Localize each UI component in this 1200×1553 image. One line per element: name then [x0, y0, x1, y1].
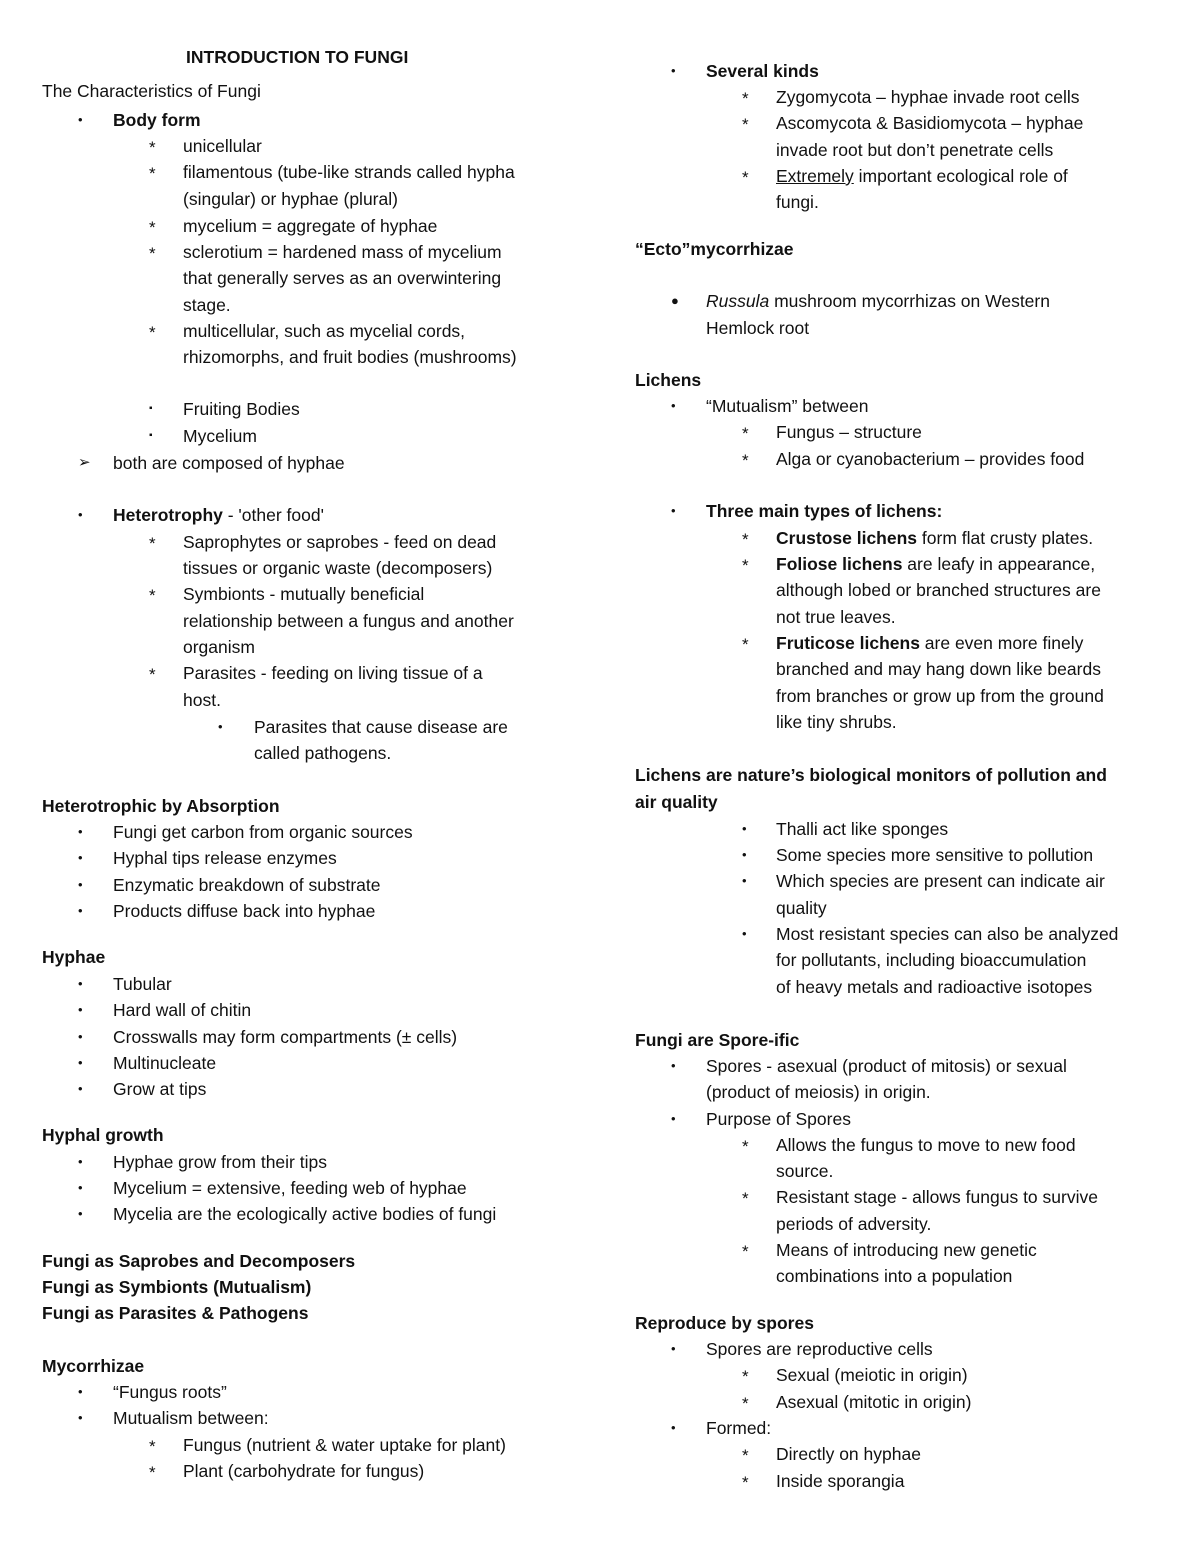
asterisk-icon: * [742, 168, 749, 187]
bullet-icon: • [671, 503, 676, 518]
text-span: Heterotrophy [113, 505, 223, 525]
list-item-text: host. [183, 690, 221, 710]
bullet-icon: • [78, 877, 83, 892]
text-span: Fruticose lichens [776, 633, 920, 653]
asterisk-icon: * [149, 138, 156, 157]
list-item-text: Multinucleate [113, 1053, 217, 1073]
text-span: important ecological role of [853, 166, 1068, 186]
asterisk-icon: * [149, 164, 156, 183]
bullet-icon: • [78, 976, 83, 991]
list-item-text: mycelium = aggregate of hyphae [183, 216, 438, 236]
list-item-text: organism [183, 637, 255, 657]
asterisk-icon: * [742, 115, 749, 134]
bullet-icon: • [78, 824, 83, 839]
list-item-text: unicellular [183, 136, 262, 156]
section-heading: Hyphae [42, 947, 106, 967]
list-item-text: both are composed of hyphae [113, 453, 345, 473]
list-item-text: Fungi get carbon from organic sources [113, 822, 413, 842]
section-heading: Heterotrophic by Absorption [42, 796, 280, 816]
list-item-text: Spores - asexual (product of mitosis) or sexual [706, 1056, 1067, 1076]
list-item-text: source. [776, 1161, 834, 1181]
list-item-text: fungi. [776, 192, 819, 212]
section-heading: The Characteristics of Fungi [42, 81, 261, 101]
asterisk-icon: * [149, 244, 156, 263]
bullet-icon: • [78, 903, 83, 918]
section-heading: Fungi are Spore-ific [635, 1030, 800, 1050]
bullet-icon: • [78, 1055, 83, 1070]
list-item-text: of heavy metals and radioactive isotopes [776, 977, 1093, 997]
list-item-text [706, 288, 1050, 314]
asterisk-icon: * [149, 1463, 156, 1482]
list-item-text: from branches or grow up from the ground [776, 686, 1104, 706]
list-item-text: (singular) or hyphae (plural) [183, 189, 398, 209]
text-span: mushroom mycorrhizas on Western [769, 291, 1050, 311]
list-item-text: Saprophytes or saprobes - feed on dead [183, 532, 497, 552]
arrow-bullet-icon: ➢ [78, 454, 91, 471]
asterisk-icon: * [742, 1189, 749, 1208]
asterisk-icon: * [149, 586, 156, 605]
bullet-icon: • [78, 1029, 83, 1044]
list-item-text: Sexual (meiotic in origin) [776, 1365, 968, 1385]
list-item-text: like tiny shrubs. [776, 712, 897, 732]
bullet-icon: • [78, 1081, 83, 1096]
asterisk-icon: * [742, 556, 749, 575]
list-item-text: stage. [183, 295, 231, 315]
list-item-text: Hyphae grow from their tips [113, 1152, 327, 1172]
section-heading: air quality [635, 792, 718, 812]
list-item-text: Most resistant species can also be analyzed [776, 924, 1119, 944]
list-item-text: Hard wall of chitin [113, 1000, 252, 1020]
list-item-text: Enzymatic breakdown of substrate [113, 875, 381, 895]
bullet-icon: • [78, 1180, 83, 1195]
bullet-icon: • [742, 847, 747, 862]
list-item-text: Body form [113, 110, 201, 130]
list-item-text: for pollutants, including bioaccumulation [776, 950, 1087, 970]
bullet-icon: • [671, 398, 676, 413]
bullet-icon: • [78, 1002, 83, 1017]
list-item-text: Means of introducing new genetic [776, 1240, 1037, 1260]
list-item-text: although lobed or branched structures are [776, 580, 1101, 600]
bullet-icon: • [742, 926, 747, 941]
list-item-text: Products diffuse back into hyphae [113, 901, 376, 921]
list-item-text: Crosswalls may form compartments (± cells) [113, 1027, 458, 1047]
bullet-icon: • [742, 821, 747, 836]
list-item-text: sclerotium = hardened mass of mycelium [183, 242, 502, 262]
bullet-icon: • [671, 1341, 676, 1356]
list-item-text: Ascomycota & Basidiomycota – hyphae [776, 113, 1084, 133]
list-item-text: Plant (carbohydrate for fungus) [183, 1461, 425, 1481]
list-item-text: Directly on hyphae [776, 1444, 921, 1464]
asterisk-icon: * [742, 1394, 749, 1413]
list-item-text: tissues or organic waste (decomposers) [183, 558, 493, 578]
text-span: Foliose lichens [776, 554, 903, 574]
text-span: are leafy in appearance, [902, 554, 1096, 574]
list-item-text: Tubular [113, 974, 172, 994]
asterisk-icon: * [742, 1446, 749, 1465]
list-item-text: Asexual (mitotic in origin) [776, 1392, 972, 1412]
list-item-text [776, 551, 1095, 577]
asterisk-icon: * [149, 323, 156, 342]
list-item-text: (product of meiosis) in origin. [706, 1082, 931, 1102]
section-heading: Reproduce by spores [635, 1313, 814, 1333]
asterisk-icon: * [742, 89, 749, 108]
list-item-text: Resistant stage - allows fungus to survive [776, 1187, 1098, 1207]
bullet-icon: • [671, 1111, 676, 1126]
list-item-text: Mycelium = extensive, feeding web of hyphae [113, 1178, 467, 1198]
section-heading: Hyphal growth [42, 1125, 164, 1145]
asterisk-icon: * [742, 530, 749, 549]
list-item-text: Spores are reproductive cells [706, 1339, 933, 1359]
list-item-text: Zygomycota – hyphae invade root cells [776, 87, 1080, 107]
list-item-text: Fruiting Bodies [183, 399, 300, 419]
list-item-text: Which species are present can indicate air [776, 871, 1105, 891]
list-item-text: Mycelium [183, 426, 257, 446]
list-item-text: combinations into a population [776, 1266, 1013, 1286]
bullet-icon: • [671, 1058, 676, 1073]
list-item-text: Three main types of lichens: [706, 501, 943, 521]
list-item-text: Mycelia are the ecologically active bodies of fungi [113, 1204, 497, 1224]
list-item-text: branched and may hang down like beards [776, 659, 1101, 679]
list-item-text: Formed: [706, 1418, 772, 1438]
list-item-text: relationship between a fungus and another [183, 611, 514, 631]
list-item-text: Fungus (nutrient & water uptake for plant) [183, 1435, 506, 1455]
bullet-icon: • [78, 850, 83, 865]
text-span: Extremely [776, 166, 854, 186]
list-item-text: filamentous (tube-like strands called hypha [183, 162, 515, 182]
section-heading: Mycorrhizae [42, 1356, 145, 1376]
asterisk-icon: * [742, 635, 749, 654]
list-item-text: multicellular, such as mycelial cords, [183, 321, 466, 341]
asterisk-icon: * [742, 1242, 749, 1261]
square-bullet-icon: ▪ [149, 430, 153, 441]
asterisk-icon: * [742, 1367, 749, 1386]
asterisk-icon: * [149, 1437, 156, 1456]
list-item-text: “Mutualism” between [706, 396, 869, 416]
list-item-text: Hyphal tips release enzymes [113, 848, 337, 868]
list-item-text: Mutualism between: [113, 1408, 269, 1428]
list-item-text: Allows the fungus to move to new food [776, 1135, 1076, 1155]
list-item-text: Inside sporangia [776, 1471, 905, 1491]
section-heading: Lichens are nature’s biological monitors of pollution and [635, 765, 1107, 785]
bullet-icon: • [218, 719, 223, 734]
list-item-text: Hemlock root [706, 318, 810, 338]
document-title: INTRODUCTION TO FUNGI [186, 47, 409, 67]
list-item-text: periods of adversity. [776, 1214, 932, 1234]
list-item-text: Thalli act like sponges [776, 819, 949, 839]
list-item-text: Purpose of Spores [706, 1109, 851, 1129]
list-item-text: not true leaves. [776, 607, 896, 627]
list-item-text: Fungus – structure [776, 422, 922, 442]
text-span: form flat crusty plates. [917, 528, 1094, 548]
asterisk-icon: * [742, 1473, 749, 1492]
text-span: - 'other food' [222, 505, 324, 525]
asterisk-icon: * [742, 451, 749, 470]
text-span: Russula [706, 291, 770, 311]
list-item-text: called pathogens. [254, 743, 392, 763]
list-item-text [776, 163, 1068, 189]
asterisk-icon: * [742, 424, 749, 443]
bullet-icon: • [78, 1410, 83, 1425]
section-heading: Fungi as Parasites & Pathogens [42, 1303, 309, 1323]
section-heading: Fungi as Symbionts (Mutualism) [42, 1277, 312, 1297]
section-heading: Lichens [635, 370, 702, 390]
list-item-text: rhizomorphs, and fruit bodies (mushrooms) [183, 347, 517, 367]
bullet-icon: • [78, 1154, 83, 1169]
list-item-text: Parasites that cause disease are [254, 717, 508, 737]
section-heading: “Ecto”mycorrhizae [635, 239, 794, 259]
list-item-text: Several kinds [706, 61, 819, 81]
list-item-text [113, 502, 324, 528]
text-span: Crustose lichens [776, 528, 918, 548]
list-item-text: Grow at tips [113, 1079, 207, 1099]
bullet-icon: • [78, 112, 83, 127]
square-bullet-icon: ▪ [149, 403, 153, 414]
asterisk-icon: * [149, 218, 156, 237]
text-span: are even more finely [919, 633, 1084, 653]
list-item-text: Alga or cyanobacterium – provides food [776, 449, 1085, 469]
bullet-icon: • [78, 1384, 83, 1399]
bullet-icon: • [671, 1420, 676, 1435]
asterisk-icon: * [149, 665, 156, 684]
bullet-icon: ● [671, 293, 679, 308]
list-item-text: “Fungus roots” [113, 1382, 227, 1402]
bullet-icon: • [742, 873, 747, 888]
bullet-icon: • [671, 63, 676, 78]
bullet-icon: • [78, 507, 83, 522]
section-heading: Fungi as Saprobes and Decomposers [42, 1251, 356, 1271]
bullet-icon: • [78, 1206, 83, 1221]
list-item-text: that generally serves as an overwintering [183, 268, 502, 288]
list-item-text: Symbionts - mutually beneficial [183, 584, 425, 604]
list-item-text [776, 525, 1093, 551]
list-item-text: quality [776, 898, 827, 918]
list-item-text: Some species more sensitive to pollution [776, 845, 1094, 865]
list-item-text: Parasites - feeding on living tissue of a [183, 663, 483, 683]
asterisk-icon: * [149, 534, 156, 553]
list-item-text [776, 630, 1083, 656]
asterisk-icon: * [742, 1137, 749, 1156]
list-item-text: invade root but don’t penetrate cells [776, 140, 1054, 160]
